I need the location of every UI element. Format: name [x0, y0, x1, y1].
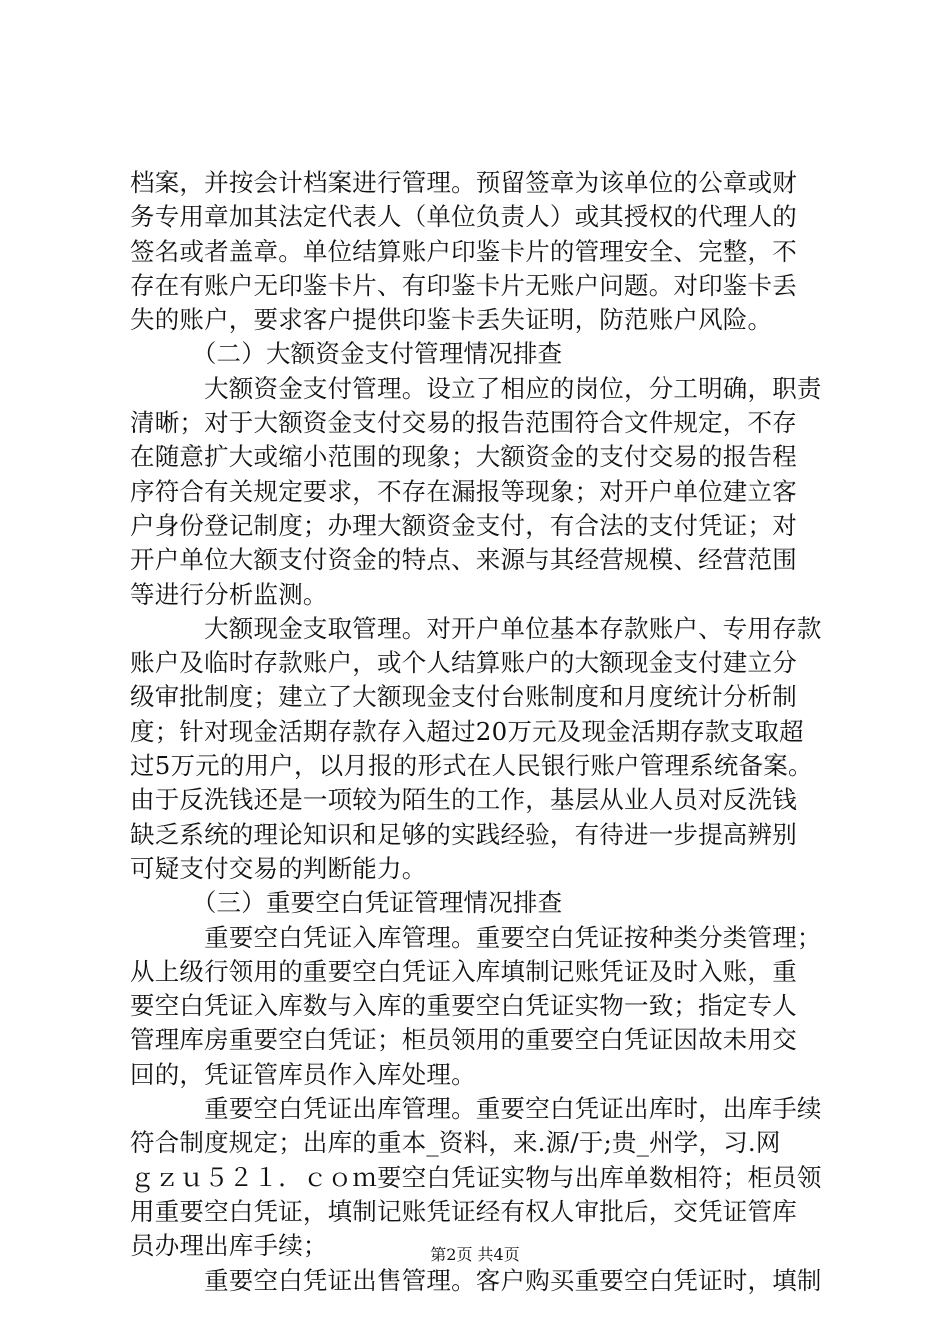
- text-line: 务专用章加其法定代表人（单位负责人）或其授权的代理人的: [130, 202, 797, 232]
- text-line: 重要空白凭证入库管理。重要空白凭证按种类分类管理；: [130, 922, 822, 952]
- text-line: 大额现金支取管理。对开户单位基本存款账户、专用存款: [130, 613, 822, 643]
- section-heading: （二）大额资金支付管理情况排查: [130, 339, 563, 369]
- page-number-footer: 第2页 共4页: [430, 1245, 520, 1264]
- text-line: 户身份登记制度；办理大额资金支付，有合法的支付凭证；对: [130, 510, 797, 540]
- text-line: 从上级行领用的重要空白凭证入库填制记账凭证及时入账，重: [130, 956, 797, 986]
- text-line: 在随意扩大或缩小范围的现象；大额资金的支付交易的报告程: [130, 442, 797, 472]
- text-line: 过5万元的用户，以月报的形式在人民银行账户管理系统备案。: [130, 751, 813, 781]
- text-line: 签名或者盖章。单位结算账户印鉴卡片的管理安全、完整，不: [130, 236, 797, 266]
- text-line: 缺乏系统的理论知识和足够的实践经验，有待进一步提高辨别: [130, 819, 797, 849]
- text-line: 符合制度规定；出库的重本_资料，来.源/于;贵_州学，习.网: [130, 1128, 781, 1158]
- text-line: 度；针对现金活期存款存入超过20万元及现金活期存款支取超: [130, 716, 804, 746]
- document-body: [130, 166, 830, 1298]
- text-line: 由于反洗钱还是一项较为陌生的工作，基层从业人员对反洗钱: [130, 785, 797, 815]
- text-line: 级审批制度；建立了大额现金支付台账制度和月度统计分析制: [130, 682, 797, 712]
- text-line: 序符合有关规定要求，不存在漏报等现象；对开户单位建立客: [130, 476, 797, 506]
- text-line: 档案，并按会计档案进行管理。预留签章为该单位的公章或财: [130, 168, 797, 197]
- text-line: 管理库房重要空白凭证；柜员领用的重要空白凭证因故未用交: [130, 1025, 797, 1055]
- text-line: 可疑支付交易的判断能力。: [130, 853, 427, 883]
- text-line: 清晰；对于大额资金支付交易的报告范围符合文件规定，不存: [130, 408, 797, 438]
- text-line: 员办理出库手续；: [130, 1231, 328, 1261]
- text-line: 大额资金支付管理。设立了相应的岗位，分工明确，职责: [130, 373, 822, 403]
- text-line: 等进行分析监测。: [130, 579, 328, 609]
- text-line: 回的，凭证管库员作入库处理。: [130, 1059, 476, 1089]
- text-line: 账户及临时存款账户，或个人结算账户的大额现金支付建立分: [130, 648, 797, 678]
- text-line: ｇｚｕ５２１．ｃｏｍ要空白凭证实物与出库单数相符；柜员领: [130, 1162, 822, 1192]
- text-line: 开户单位大额支付资金的特点、来源与其经营规模、经营范围: [130, 545, 797, 575]
- text-line: 重要空白凭证出售管理。客户购买重要空白凭证时，填制: [130, 1265, 822, 1295]
- text-line: 要空白凭证入库数与入库的重要空白凭证实物一致；指定专人: [130, 991, 797, 1021]
- text-line: 存在有账户无印鉴卡片、有印鉴卡片无账户问题。对印鉴卡丢: [130, 270, 797, 300]
- text-line: 重要空白凭证出库管理。重要空白凭证出库时，出库手续: [130, 1094, 822, 1124]
- text-line: 用重要空白凭证，填制记账凭证经有权人审批后，交凭证管库: [130, 1196, 797, 1226]
- section-heading: （三）重要空白凭证管理情况排查: [130, 888, 563, 918]
- text-line: 失的账户，要求客户提供印鉴卡丢失证明，防范账户风险。: [130, 305, 773, 335]
